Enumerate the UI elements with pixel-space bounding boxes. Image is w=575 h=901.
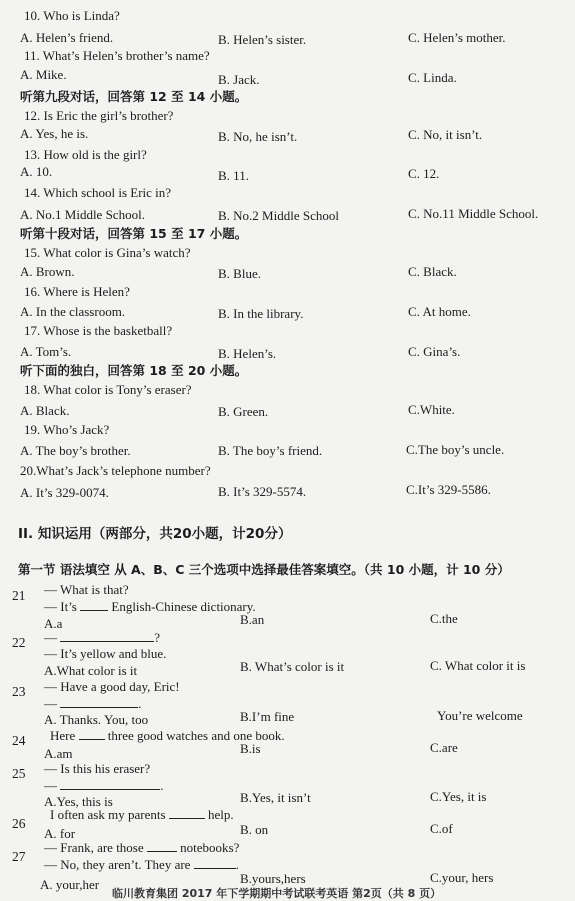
- question-27-line-2: [44, 857, 239, 872]
- question-27-option-c: C.your, hers: [430, 870, 494, 885]
- question-17-option-b: B. Helen’s.: [218, 346, 277, 361]
- question-27-option-b: B.yours,hers: [240, 871, 306, 886]
- question-18-text: 18. What color is Tony’s eraser?: [24, 382, 192, 397]
- question-15-option-b: B. Blue.: [218, 266, 261, 281]
- question-13-option-b: B. 11.: [218, 168, 249, 183]
- question-11-option-c: C. Linda.: [408, 70, 457, 85]
- question-21-line-2-start: — It’s: [44, 599, 77, 614]
- question-13-option-c: C. 12.: [408, 166, 440, 181]
- question-18-option-a: A. Black.: [20, 403, 70, 418]
- question-22-line-1-end: ?: [154, 630, 161, 645]
- question-25-line-1: — Is this his eraser?: [44, 761, 151, 776]
- question-22-line-2: — It’s yellow and blue.: [44, 646, 167, 661]
- question-18-option-b: B. Green.: [218, 404, 269, 419]
- question-13-text: 13. How old is the girl?: [24, 147, 147, 162]
- question-27-line-1-end: notebooks?: [180, 840, 240, 855]
- question-26-number: 26: [12, 816, 26, 831]
- question-25-option-a: A.Yes, this is: [44, 794, 113, 809]
- question-12-option-b: B. No, he isn’t.: [218, 129, 298, 144]
- listening-instruction-9: 听第九段对话，回答第 12 至 14 小题。: [20, 89, 248, 104]
- question-16-text: 16. Where is Helen?: [24, 284, 130, 299]
- listening-instruction-10: 听第十段对话，回答第 15 至 17 小题。: [20, 226, 248, 241]
- answer-blank: [60, 696, 138, 708]
- question-15-option-c: C. Black.: [408, 264, 457, 279]
- question-16-option-c: C. At home.: [408, 304, 471, 319]
- question-19-option-c: C.The boy’s uncle.: [406, 442, 505, 457]
- question-19-option-b: B. The boy’s friend.: [218, 443, 323, 458]
- question-24-option-a: A.am: [44, 746, 73, 761]
- question-17-option-a: A. Tom’s.: [20, 344, 72, 359]
- question-20-text: 20.What’s Jack’s telephone number?: [20, 463, 211, 478]
- section-2-heading: II. 知识运用（两部分，共20小题，计20分）: [18, 526, 292, 542]
- question-27-line-2-end: .: [235, 857, 239, 872]
- question-17-text: 17. Whose is the basketball?: [24, 323, 173, 338]
- question-23-option-a: A. Thanks. You, too: [44, 712, 149, 727]
- question-24-option-c: C.are: [430, 740, 458, 755]
- question-17-option-c: C. Gina’s.: [408, 344, 461, 359]
- question-24-line-1-end: three good watches and one book.: [107, 728, 285, 743]
- answer-blank: [80, 599, 108, 611]
- question-26-line-1: [50, 807, 234, 822]
- question-22-option-c: C. What color it is: [430, 658, 526, 673]
- question-13-option-a: A. 10.: [20, 164, 53, 179]
- question-10-option-c: C. Helen’s mother.: [408, 30, 506, 45]
- question-23-option-c: You’re welcome: [437, 708, 523, 723]
- question-16-option-a: A. In the classroom.: [20, 304, 126, 319]
- question-11-option-b: B. Jack.: [218, 72, 260, 87]
- question-23-line-1: — Have a good day, Eric!: [44, 679, 180, 694]
- question-21-number: 21: [12, 588, 26, 603]
- question-14-option-c: C. No.11 Middle School.: [408, 206, 539, 221]
- question-27-line-1: [44, 840, 239, 855]
- question-19-option-a: A. The boy’s brother.: [20, 443, 131, 458]
- question-10-text: 10. Who is Linda?: [24, 8, 120, 23]
- answer-blank: [60, 778, 160, 790]
- question-26-line-1-end: help.: [208, 807, 234, 822]
- question-11-option-a: A. Mike.: [20, 67, 67, 82]
- answer-blank: [169, 807, 205, 819]
- question-25-option-b: B.Yes, it isn’t: [240, 790, 311, 805]
- question-15-option-a: A. Brown.: [20, 264, 75, 279]
- question-27-line-2-start: — No, they aren’t. They are: [44, 857, 191, 872]
- question-21-option-b: B.an: [240, 612, 265, 627]
- question-11-text: 11. What’s Helen’s brother’s name?: [24, 48, 210, 63]
- answer-blank: [147, 840, 177, 852]
- question-10-option-a: A. Helen’s friend.: [20, 30, 114, 45]
- question-12-option-a: A. Yes, he is.: [20, 126, 89, 141]
- part-1-instruction: 第一节 语法填空 从 A、B、C 三个选项中选择最佳答案填空。（共 10 小题，计 10 分）: [18, 562, 510, 577]
- question-24-number: 24: [12, 733, 26, 748]
- question-18-option-c: C.White.: [408, 402, 455, 417]
- question-21-line-2-end: English-Chinese dictionary.: [111, 599, 256, 614]
- question-25-line-2-end: .: [160, 778, 164, 793]
- question-19-text: 19. Who’s Jack?: [24, 422, 110, 437]
- question-21-line-1: — What is that?: [44, 582, 129, 597]
- question-16-option-b: B. In the library.: [218, 306, 304, 321]
- question-20-option-b: B. It’s 329-5574.: [218, 484, 307, 499]
- question-20-option-c: C.It’s 329-5586.: [406, 482, 491, 497]
- question-22-option-a: A.What color is it: [44, 663, 138, 678]
- question-21-option-c: C.the: [430, 611, 458, 626]
- listening-instruction-monologue: 听下面的独白，回答第 18 至 20 小题。: [20, 363, 248, 378]
- answer-blank: [194, 857, 236, 869]
- question-23-number: 23: [12, 684, 26, 699]
- question-23-line-2-end: .: [138, 696, 142, 711]
- question-24-option-b: B.is: [240, 741, 261, 756]
- question-14-text: 14. Which school is Eric in?: [24, 185, 172, 200]
- question-12-option-c: C. No, it isn’t.: [408, 127, 483, 142]
- question-26-option-b: B. on: [240, 822, 269, 837]
- question-25-number: 25: [12, 766, 26, 781]
- question-27-line-1-start: — Frank, are those: [44, 840, 144, 855]
- question-14-option-b: B. No.2 Middle School: [218, 208, 339, 223]
- question-21-line-2: [44, 599, 256, 614]
- question-27-number: 27: [12, 849, 26, 864]
- question-22-option-b: B. What’s color is it: [240, 659, 345, 674]
- question-10-option-b: B. Helen’s sister.: [218, 32, 307, 47]
- question-23-line-2: — .: [44, 696, 142, 711]
- question-21-option-a: A.a: [44, 616, 63, 631]
- question-22-line-1: — ?: [44, 630, 161, 645]
- question-25-line-2: — .: [44, 778, 164, 793]
- question-25-option-c: C.Yes, it is: [430, 789, 487, 804]
- question-27-option-a: A. your,her: [40, 877, 100, 892]
- question-24-line-1-start: Here: [50, 728, 76, 743]
- question-20-option-a: A. It’s 329-0074.: [20, 485, 109, 500]
- question-26-option-c: C.of: [430, 821, 453, 836]
- question-14-option-a: A. No.1 Middle School.: [20, 207, 145, 222]
- page-footer: 临川教育集团 2017 年下学期期中考试联考英语 第2页（共 8 页）: [112, 887, 442, 900]
- question-26-option-a: A. for: [44, 826, 76, 841]
- question-22-number: 22: [12, 635, 26, 650]
- answer-blank: [79, 728, 105, 740]
- question-26-line-1-start: I often ask my parents: [50, 807, 166, 822]
- answer-blank: [60, 630, 154, 642]
- question-15-text: 15. What color is Gina’s watch?: [24, 245, 191, 260]
- question-12-text: 12. Is Eric the girl’s brother?: [24, 108, 174, 123]
- question-23-option-b: B.I’m fine: [240, 709, 295, 724]
